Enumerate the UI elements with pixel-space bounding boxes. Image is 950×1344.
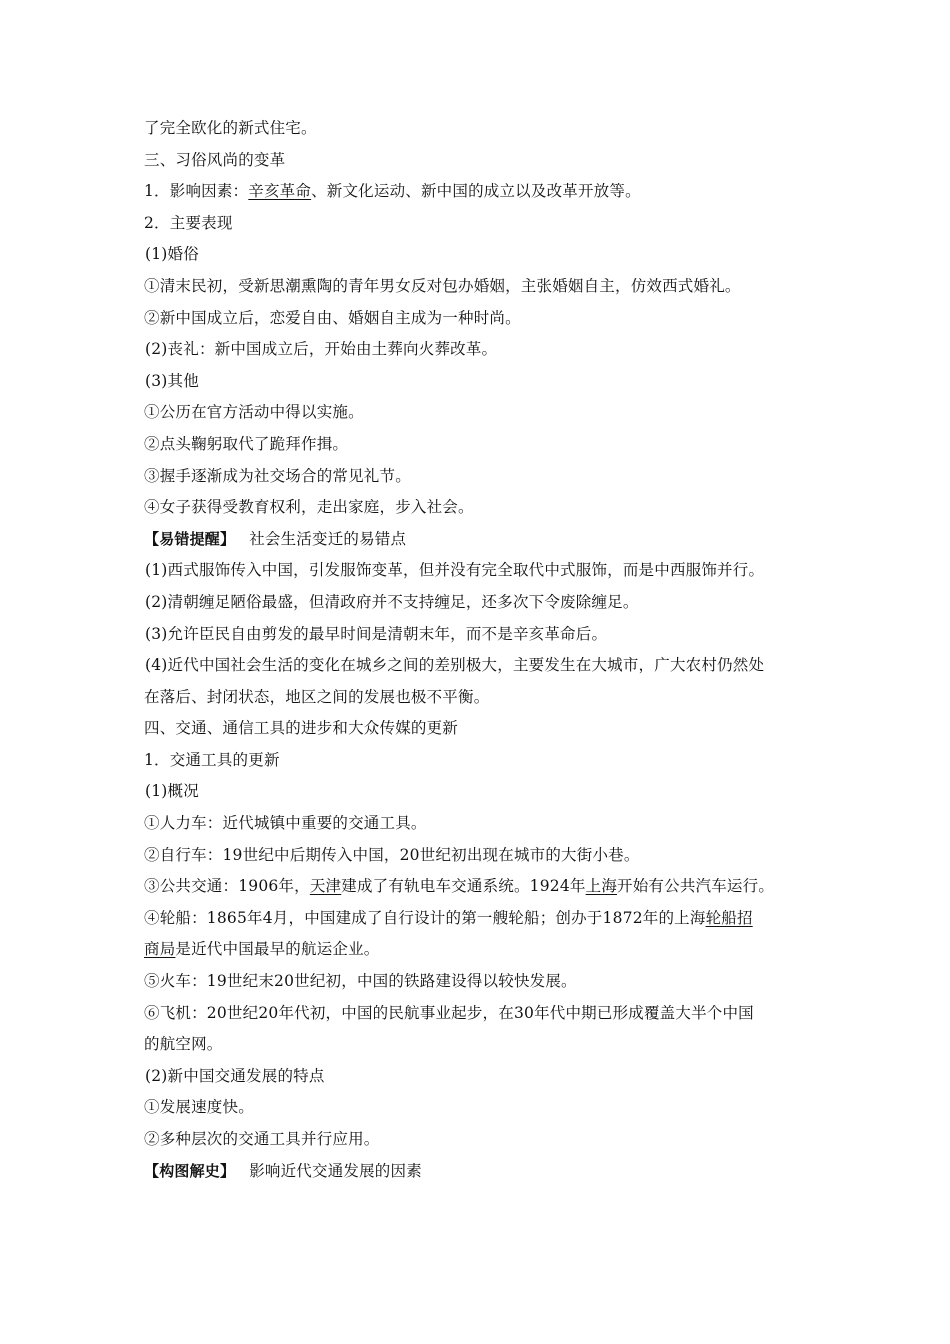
section-heading: 三、习俗风尚的变革	[144, 150, 286, 169]
text-line: (2)清朝缠足陋俗最盛，但清政府并不支持缠足，还多次下令废除缠足。	[145, 592, 639, 611]
text-line: 在落后、封闭状态，地区之间的发展也极不平衡。	[144, 687, 490, 706]
text-line: ③公共交通：1906年，天津建成了有轨电车交通系统。1924年上海开始有公共汽车运行。	[144, 877, 775, 896]
underlined-term: 上海	[585, 877, 618, 896]
text-line: (1)西式服饰传入中国，引发服饰变革，但并没有完全取代中式服饰，而是中西服饰并行。	[145, 561, 765, 580]
underlined-term: 轮船招	[705, 908, 753, 927]
tip-tag: 【易错提醒】	[144, 529, 236, 548]
text-line: ④女子获得受教育权利，走出家庭，步入社会。	[144, 498, 474, 517]
subheading: 1．交通工具的更新	[144, 750, 280, 769]
text-line: ①人力车：近代城镇中重要的交通工具。	[144, 814, 427, 833]
text-line: ①发展速度快。	[144, 1098, 254, 1117]
text-line: ④轮船：1865年4月，中国建成了自行设计的第一艘轮船；创办于1872年的上海轮船招	[144, 908, 753, 927]
text-line: ⑤火车：19世纪末20世纪初，中国的铁路建设得以较快发展。	[144, 972, 577, 991]
text-line: (3)允许臣民自由剪发的最早时间是清朝末年，而不是辛亥革命后。	[145, 624, 608, 643]
text-line: ②自行车：19世纪中后期传入中国，20世纪初出现在城市的大街小巷。	[144, 845, 640, 864]
text-line: (2)丧礼：新中国成立后，开始由土葬向火葬改革。	[145, 340, 498, 359]
tip-tag: 【构图解史】	[144, 1161, 236, 1180]
text-line: ③握手逐渐成为社交场合的常见礼节。	[144, 466, 411, 485]
section-heading: 四、交通、通信工具的进步和大众传媒的更新	[144, 719, 459, 738]
subheading: (1)婚俗	[145, 245, 199, 264]
underlined-term: 辛亥革命	[248, 182, 312, 201]
text-line: ②新中国成立后，恋爱自由、婚姻自主成为一种时尚。	[144, 308, 521, 327]
text-line: 的航空网。	[144, 1035, 223, 1054]
text-line: 1．影响因素：辛亥革命、新文化运动、新中国的成立以及改革开放等。	[144, 182, 641, 201]
text-line: ②多种层次的交通工具并行应用。	[144, 1130, 380, 1148]
text-line: ①清末民初，受新思潮熏陶的青年男女反对包办婚姻，主张婚姻自主，仿效西式婚礼。	[144, 276, 741, 295]
tip-heading: 【构图解史】 影响近代交通发展的因素	[144, 1161, 422, 1180]
document-page	[144, 113, 814, 1187]
text-line: (4)近代中国社会生活的变化在城乡之间的差别极大，主要发生在大城市，广大农村仍然处	[145, 656, 765, 675]
subheading: (2)新中国交通发展的特点	[145, 1066, 325, 1085]
subheading: 2．主要表现	[144, 213, 233, 232]
tip-heading: 【易错提醒】 社会生活变迁的易错点	[144, 529, 407, 548]
text-line: ①公历在官方活动中得以实施。	[144, 403, 364, 422]
subheading: (3)其他	[145, 371, 199, 390]
text-line: 了完全欧化的新式住宅。	[144, 119, 317, 137]
text-line: ②点头鞠躬取代了跪拜作揖。	[144, 434, 349, 453]
underlined-term: 天津	[309, 877, 342, 896]
text-line: ⑥飞机：20世纪20年代初，中国的民航事业起步，在30年代中期已形成覆盖大半个中国	[144, 1003, 754, 1022]
underlined-term: 商局	[144, 940, 176, 959]
text-line: 商局是近代中国最早的航运企业。	[144, 940, 380, 959]
subheading: (1)概况	[145, 782, 199, 801]
